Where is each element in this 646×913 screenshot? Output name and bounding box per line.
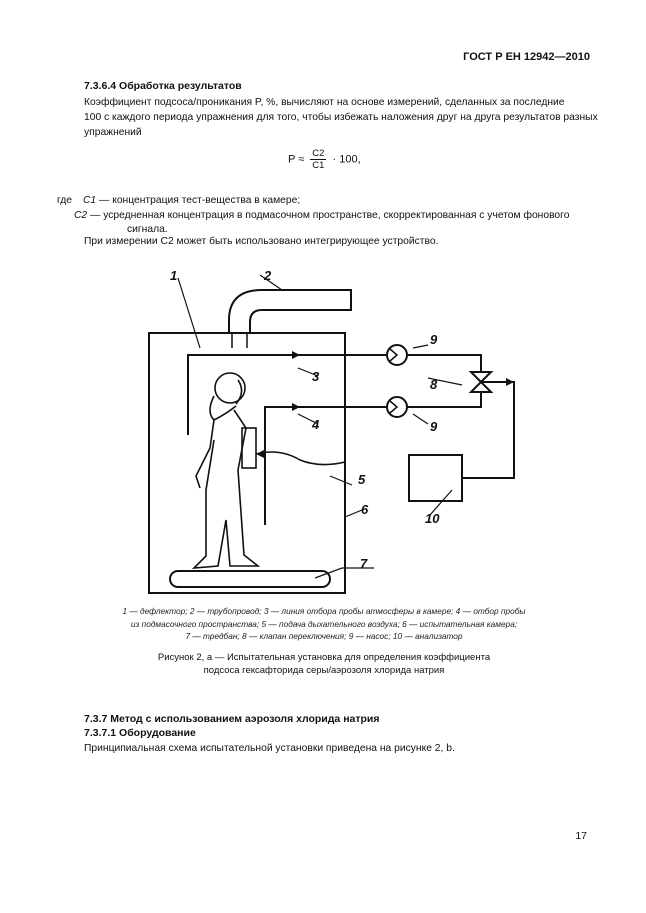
figure-label-4: 4 <box>312 417 320 432</box>
document-header: ГОСТ Р ЕН 12942—2010 <box>463 51 590 63</box>
legend-line-1: 1 — дефлектор; 2 — трубопровод; 3 — линия отбора пробы атмосферы в камере; 4 — отбор пробы <box>122 606 526 616</box>
analyzer-box <box>409 455 462 501</box>
figure-label-3: 3 <box>312 369 320 384</box>
figure-label-9-bottom: 9 <box>430 419 438 434</box>
section-7364-title: 7.3.6.4 Обработка результатов <box>84 80 242 92</box>
formula-rhs: · 100, <box>332 153 361 166</box>
figure-label-5: 5 <box>358 472 366 487</box>
caption-line-1: Рисунок 2, а — Испытательная установка для определения коэффициента <box>157 652 491 663</box>
test-subject-figure <box>194 373 345 568</box>
formula-lhs: P ≈ <box>288 153 305 166</box>
c1-text: — концентрация тест-вещества в камере; <box>99 195 301 206</box>
legend-line-3: 7 — тредбан; 8 — клапан переключения; 9 — насос; 10 — анализатор <box>185 631 463 641</box>
figure-label-2: 2 <box>264 268 272 283</box>
c2-symbol: C2 <box>74 210 88 221</box>
figure-label-1: 1 <box>170 268 178 283</box>
page-number: 17 <box>575 830 587 842</box>
section-737-title: 7.3.7 Метод с использованием аэрозоля хлорида натрия <box>84 713 380 725</box>
figure-label-6: 6 <box>361 502 369 517</box>
paragraph-line-3: упражнений <box>84 127 142 138</box>
caption-line-2: подсоса гексафторида серы/аэрозоля хлорида натрия <box>203 665 445 676</box>
figure-label-9-top: 9 <box>430 332 438 347</box>
treadmill <box>170 571 330 587</box>
formula-denominator: C1 <box>312 160 325 171</box>
figure-label-10: 10 <box>425 511 440 526</box>
c2-note: При измерении C2 может быть использовано интегрирующее устройство. <box>84 236 439 247</box>
c2-text-1: — усредненная концентрация в подмасочном пространстве, скорректированная с учетом фонового <box>90 210 570 221</box>
c1-symbol: C1 <box>83 195 97 206</box>
duct-pipe <box>229 290 351 333</box>
figure-label-7: 7 <box>360 556 368 571</box>
legend-line-2: из подмасочного пространства; 5 — подача дыхательного воздуха; 6 — испытательная камера; <box>130 618 518 629</box>
duct-outlet <box>232 333 247 348</box>
line-to-valve-bottom <box>407 392 481 407</box>
paragraph-line-2: 100 с каждого периода упражнения для того, чтобы избежать наложения друг на друга результатов разных <box>84 112 598 123</box>
paragraph-line-1: Коэффициент подсоса/проникания P, %, вычисляют на основе измерений, сделанных за последние <box>84 97 565 108</box>
pump-arrows <box>390 349 397 413</box>
line-to-analyzer <box>462 382 514 478</box>
figure-label-8: 8 <box>430 377 438 392</box>
formula-numerator: C2 <box>312 148 325 159</box>
section-737-text: Принципиальная схема испытательной установки приведена на рисунке 2, b. <box>84 743 455 754</box>
figure-caption <box>84 651 564 677</box>
c2-text-2: сигнала. <box>127 224 168 235</box>
line-to-valve-top <box>407 355 481 372</box>
where-prefix: где <box>57 195 73 206</box>
sample-line-chamber <box>188 355 386 435</box>
figure-legend <box>84 605 564 643</box>
section-7371-title: 7.3.7.1 Оборудование <box>84 727 196 739</box>
